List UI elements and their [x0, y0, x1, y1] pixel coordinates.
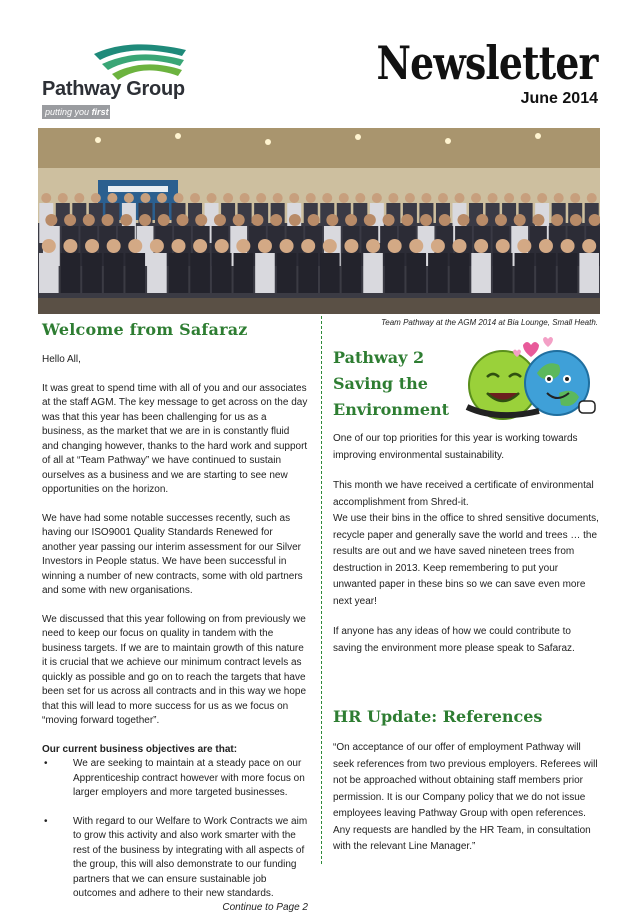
bullet-icon: •	[44, 815, 48, 827]
hr-heading: HR Update: References	[333, 707, 543, 726]
hr-paragraph: “On acceptance of our offer of employment Pathway will seek references from two previous employers. Referees will not be approached without obtaining staff members prior permission. It is our Company policy that we do not issue employees leaving Pathway Group with open references. Any requests are handled by the HR Team, in consultation with the relevant Line Manager.”	[333, 742, 598, 852]
welcome-section	[42, 320, 308, 913]
issue-date: June 2014	[520, 90, 598, 107]
logo-tagline: putting you first	[42, 105, 110, 119]
welcome-paragraph-1: It was great to spend time with all of you and our associates at the staff AGM. The key message to get across on the day was that this year has been challenging for us as a business, as the market that we are in is constantly fluid and changing however, thanks to the hard work and support of all at “Team Pathway” we have continued to sustain ourselves as a business and we are starting to see new opportunities on the horizon.	[42, 382, 308, 495]
environment-section	[333, 345, 599, 856]
team-group-photo	[38, 128, 600, 314]
environment-paragraph-2a: This month we have received a certificate of environmental accomplishment from Shred-it.	[333, 480, 594, 508]
continue-link[interactable]: Continue to Page 2	[222, 901, 308, 913]
pathway-group-logo	[40, 40, 200, 120]
newsletter-title: Newsletter	[376, 36, 598, 90]
bullet-icon: •	[44, 758, 48, 769]
logo-wordmark: Pathway Group	[42, 78, 185, 100]
welcome-heading: Welcome from Safaraz	[42, 320, 248, 339]
environment-paragraph-2b: We use their bins in the office to shred sensitive documents, recycle paper and generally save the world and trees … the results are out and we have saved nineteen trees from destruction in 2013. Keep remembering to put your unwanted paper in these bins so we can save even more next year!	[333, 513, 599, 607]
list-item: • We are seeking to maintain at a steady pace on our Apprenticeship contract however with more focus on larger employers and more targeted businesses.	[44, 758, 305, 798]
group-photo-illustration	[38, 128, 600, 314]
welcome-paragraph-2: We have had some notable successes recently, such as having our ISO9001 Quality Standards Renewed for another year passing our interim assessment for our Silver Investors in People status. We have been successful in winning a number of new contracts, some with old partners and some with new organisations.	[42, 512, 303, 596]
photo-caption: Team Pathway at the AGM 2014 at Bia Lounge, Small Heath.	[381, 318, 598, 327]
masthead	[328, 34, 598, 108]
objectives-label: Our current business objectives are that:	[42, 743, 238, 755]
column-divider	[321, 316, 322, 864]
welcome-paragraph-3: We discussed that this year following on from previously we need to keep our focus on quality in tandem with the business targets. If we are to maintain growth of this nature it is crucial that we achieve our minimum contract levels as quickly as possible and go on to reach the targets that have been set for us across all contracts and in this way we hope that this will lead to more success for us as we focus on “moving forward together”.	[42, 613, 307, 726]
greeting: Hello All,	[42, 354, 81, 365]
list-item: • With regard to our Welfare to Work Contracts we aim to grow this activity and also work smarter with the rest of the business by integrating with all aspects of the group, this will also demonstrate to our funding partners that we can ensure sustainable job outcomes and adhere to their new standards.	[44, 815, 308, 899]
environment-paragraph-3: If anyone has any ideas of how we could contribute to saving the environment more please speak to Safaraz.	[333, 626, 575, 654]
environment-paragraph-1: One of our top priorities for this year is working towards improving environmental sustainability.	[333, 433, 578, 461]
environment-heading: Pathway 2 Saving the Environment	[333, 348, 450, 419]
objectives-list	[42, 757, 308, 902]
smiling-globes-icon	[453, 337, 603, 427]
